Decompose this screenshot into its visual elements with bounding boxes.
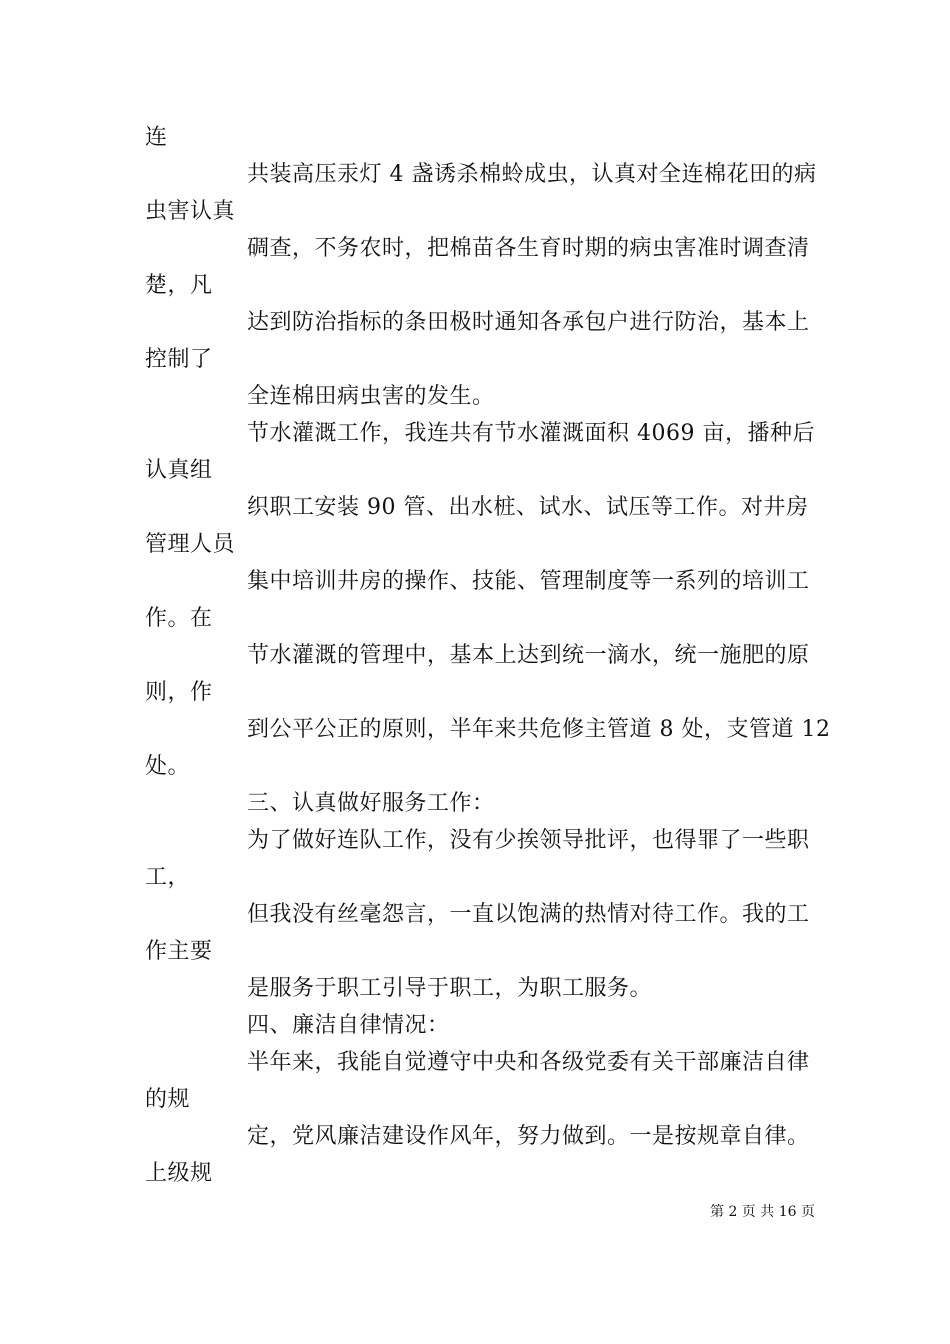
text-line: 达到防治指标的条田极时通知各承包户进行防治，基本上 — [247, 310, 810, 335]
text-line: 的规 — [145, 1087, 191, 1112]
text-line: 集中培训井房的操作、技能、管理制度等一系列的培训工 — [247, 569, 810, 594]
section-heading: 三、认真做好服务工作： — [247, 791, 495, 816]
text-line: 作主要 — [145, 939, 213, 964]
text-line: 控制了 — [145, 347, 213, 372]
text-line: 处。 — [145, 754, 191, 779]
text-line: 共装高压汞灯 4 盏诱杀棉蛉成虫，认真对全连棉花田的病 — [247, 162, 817, 187]
text-line: 认真组 — [145, 458, 213, 483]
page-number-footer: 第 2 页 共 16 页 — [710, 1204, 815, 1220]
text-line: 半年来，我能自觉遵守中央和各级党委有关干部廉洁自律 — [247, 1050, 810, 1075]
text-line: 节水灌溉工作，我连共有节水灌溉面积 4069 亩，播种后 — [247, 421, 815, 446]
text-line: 全连棉田病虫害的发生。 — [247, 384, 495, 409]
text-line: 织职工安装 90 管、出水桩、试水、试压等工作。对井房 — [247, 495, 809, 520]
text-line: 到公平公正的原则，半年来共危修主管道 8 处，支管道 12 — [247, 717, 831, 742]
text-line: 是服务于职工引导于职工，为职工服务。 — [247, 976, 653, 1001]
text-line: 上级规 — [145, 1161, 213, 1186]
text-line: 为了做好连队工作，没有少挨领导批评，也得罪了一些职 — [247, 828, 810, 853]
text-line: 碉查，不务农时，把棉苗各生育时期的病虫害准时调查清 — [247, 236, 810, 261]
text-line: 节水灌溉的管理中，基本上达到统一滴水，统一施肥的原 — [247, 643, 810, 668]
section-heading: 四、廉洁自律情况： — [247, 1013, 450, 1038]
text-line: 楚，凡 — [145, 273, 213, 298]
text-line: 则，作 — [145, 680, 213, 705]
text-line: 管理人员 — [145, 532, 236, 557]
text-line: 连 — [145, 125, 168, 150]
text-line: 虫害认真 — [145, 199, 236, 224]
text-line: 工， — [145, 865, 191, 890]
text-line: 定，党风廉洁建设作风年，努力做到。一是按规章自律。 — [247, 1124, 810, 1149]
text-line: 但我没有丝毫怨言，一直以饱满的热情对待工作。我的工 — [247, 902, 810, 927]
text-line: 作。在 — [145, 606, 213, 631]
